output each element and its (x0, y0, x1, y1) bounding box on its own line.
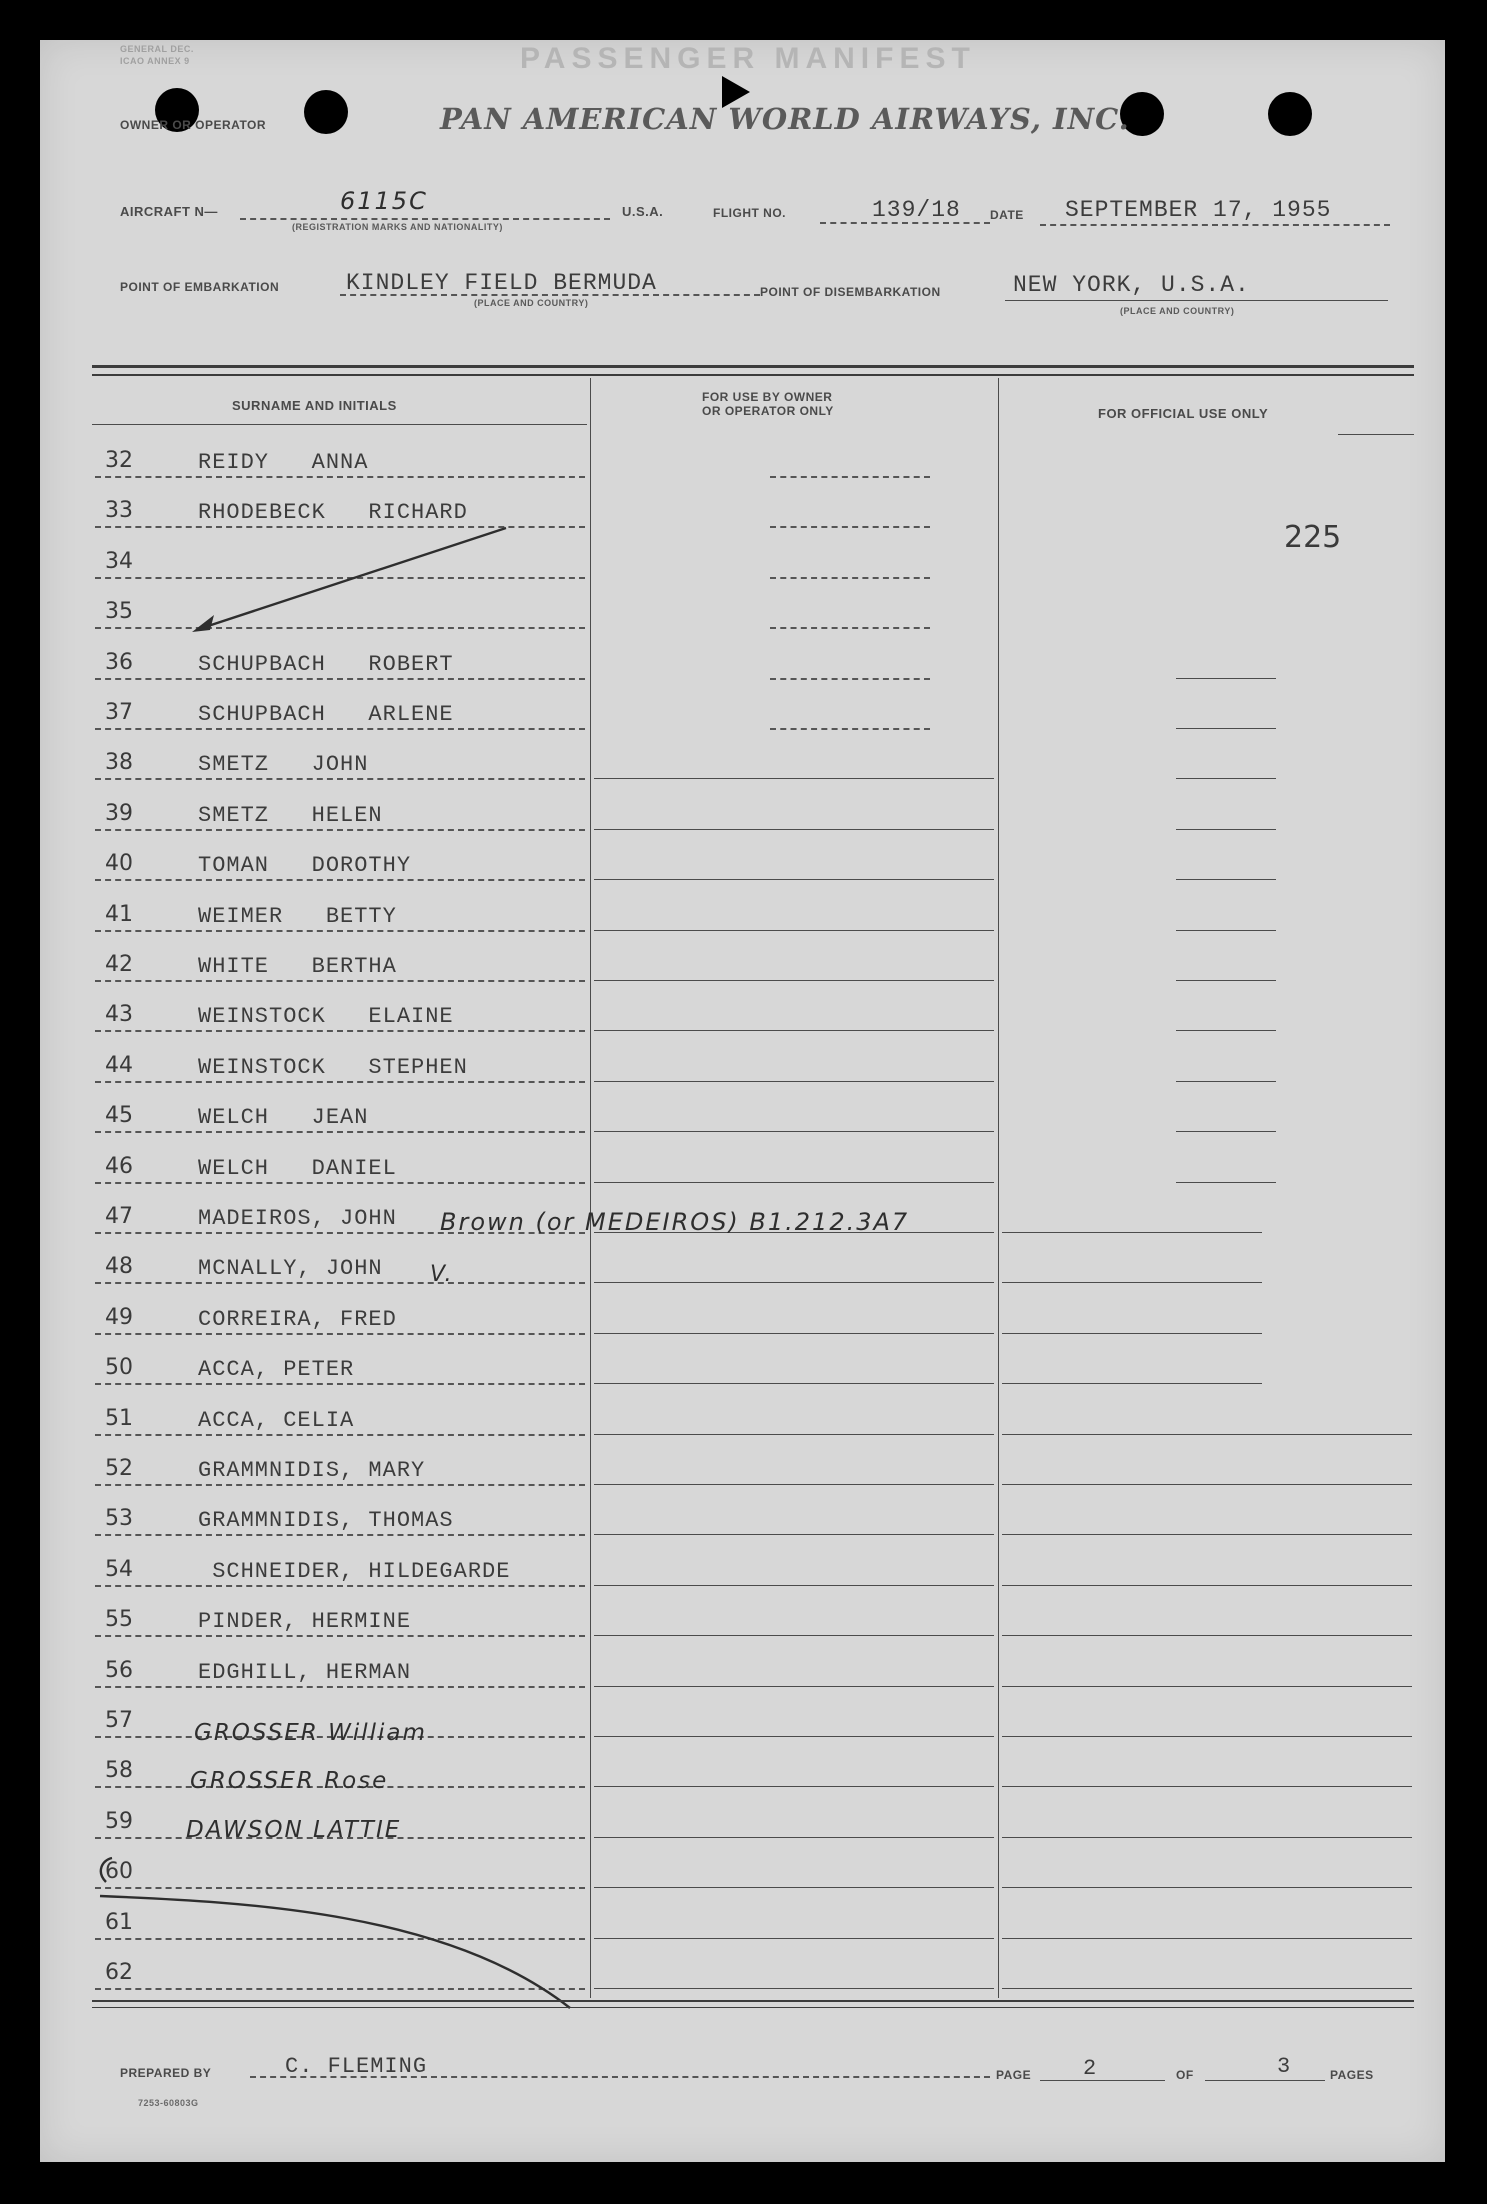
row-number: 58 (105, 1758, 133, 1783)
official-column-rule (1002, 1837, 1412, 1838)
owner-column-rule (594, 1988, 994, 1989)
official-column-rule (1002, 1686, 1412, 1687)
airline-name: PAN AMERICAN WORLD AIRWAYS, INC. (440, 102, 1130, 136)
owner-column-rule (594, 1938, 994, 1939)
row-number: 51 (105, 1406, 133, 1431)
row-rule (95, 476, 585, 478)
punch-hole (304, 90, 348, 134)
owner-column-rule (594, 879, 994, 880)
row-rule (95, 1434, 585, 1436)
owner-column-rule (770, 476, 930, 478)
date-value: SEPTEMBER 17, 1955 (1065, 197, 1332, 223)
row-rule (95, 1182, 585, 1184)
owner-column-rule (594, 1736, 994, 1737)
embark-label: POINT OF EMBARKATION (120, 280, 280, 294)
passenger-name: CORREIRA, FRED (198, 1307, 397, 1332)
owner-column-rule (594, 1585, 994, 1586)
passenger-name: WEINSTOCK ELAINE (198, 1004, 454, 1029)
owner-label: OWNER OR OPERATOR (120, 118, 267, 132)
aircraft-underline (240, 218, 610, 220)
official-column-rule (1176, 728, 1276, 729)
owner-column-rule (594, 1333, 994, 1334)
corner-stamp-line2: ICAO ANNEX 9 (120, 56, 190, 66)
row-number: 42 (105, 952, 133, 977)
passenger-name: WEIMER BETTY (198, 904, 397, 929)
strike-arrow (180, 520, 520, 640)
row-rule (95, 980, 585, 982)
row-number: 40 (105, 851, 133, 876)
official-column-rule (1002, 1635, 1412, 1636)
owner-column-rule (594, 778, 994, 779)
row-number: 54 (105, 1557, 133, 1582)
column-header-official: FOR OFFICIAL USE ONLY (1098, 406, 1269, 421)
official-note: 225 (1284, 520, 1342, 555)
row-rule (95, 1686, 585, 1688)
row-rule (95, 778, 585, 780)
row-number: 41 (105, 902, 133, 927)
passenger-name: GRAMMNIDIS, THOMAS (198, 1508, 454, 1533)
row-rule (95, 1635, 585, 1637)
row-rule (95, 1282, 585, 1284)
embark-caption: (PLACE AND COUNTRY) (474, 298, 589, 308)
date-underline (1040, 224, 1390, 226)
row-rule (95, 879, 585, 881)
official-column-rule (1002, 1938, 1412, 1939)
manifest-sheet (40, 40, 1445, 2162)
row-number: 44 (105, 1053, 133, 1078)
owner-column-rule (594, 1182, 994, 1183)
flight-underline (820, 222, 990, 224)
owner-column-rule (594, 1837, 994, 1838)
passenger-name: MADEIROS, JOHN (198, 1206, 397, 1231)
passenger-name: SMETZ JOHN (198, 752, 369, 777)
table-bottom-rule-2 (92, 2007, 1414, 2008)
official-column-rule (1002, 1484, 1412, 1485)
row-number: 39 (105, 801, 133, 826)
row-number: 43 (105, 1002, 133, 1027)
official-column-rule (1176, 930, 1276, 931)
official-column-rule (1002, 1282, 1262, 1283)
row-rule (95, 1081, 585, 1083)
official-column-rule (1002, 1736, 1412, 1737)
form-code: 7253-60803G (138, 2098, 199, 2108)
row-number: 34 (105, 549, 133, 574)
passenger-name: EDGHILL, HERMAN (198, 1660, 412, 1685)
punch-hole (1268, 92, 1312, 136)
of-label: OF (1176, 2068, 1194, 2082)
row-number: 53 (105, 1506, 133, 1531)
passenger-name: REIDY ANNA (198, 450, 369, 475)
row-rule (95, 1484, 585, 1486)
flight-label: FLIGHT NO. (713, 206, 786, 220)
official-column-rule (1002, 1383, 1262, 1384)
column-header-surname: SURNAME AND INITIALS (232, 398, 397, 413)
prepared-underline (250, 2076, 990, 2078)
owner-column-rule (594, 1484, 994, 1485)
row-number: 62 (105, 1960, 133, 1985)
passenger-name: SMETZ HELEN (198, 803, 383, 828)
row48-initial: V. (430, 1262, 454, 1287)
row-rule (95, 1333, 585, 1335)
bracket-curve (88, 1852, 588, 2012)
of-underline (1205, 2080, 1325, 2081)
embark-underline (340, 294, 760, 296)
row-number: 60 (105, 1859, 133, 1884)
passenger-name: WELCH DANIEL (198, 1156, 397, 1181)
owner-column-rule (594, 1635, 994, 1636)
prepared-label: PREPARED BY (120, 2066, 212, 2080)
passenger-name: SCHUPBACH ROBERT (198, 652, 454, 677)
row-rule (95, 728, 585, 730)
official-column-rule (1176, 1182, 1276, 1183)
row-number: 45 (105, 1103, 133, 1128)
passenger-name: TOMAN DOROTHY (198, 853, 412, 878)
passenger-name: MCNALLY, JOHN (198, 1256, 383, 1281)
table-bottom-rule (92, 2000, 1414, 2002)
official-header-rule (1338, 434, 1414, 435)
owner-column-rule (594, 1686, 994, 1687)
row-number: 49 (105, 1305, 133, 1330)
row-number: 61 (105, 1910, 133, 1935)
owner-column-rule (594, 980, 994, 981)
official-column-rule (1176, 1030, 1276, 1031)
pages-label: PAGES (1330, 2068, 1374, 2082)
passenger-name: PINDER, HERMINE (198, 1609, 412, 1634)
row-number: 47 (105, 1204, 133, 1229)
column-divider-2 (998, 378, 999, 1998)
row-number: 46 (105, 1154, 133, 1179)
faint-title: PASSENGER MANIFEST (520, 42, 976, 75)
owner-column-rule (594, 829, 994, 830)
official-column-rule (1002, 1534, 1412, 1535)
disembark-value: NEW YORK, U.S.A. (1013, 272, 1250, 298)
page-underline (1040, 2080, 1165, 2081)
row-number: 55 (105, 1607, 133, 1632)
table-top-rule (92, 365, 1414, 368)
registration-caption: (REGISTRATION MARKS AND NATIONALITY) (292, 222, 503, 232)
owner-column-rule (594, 930, 994, 931)
official-column-rule (1002, 1333, 1262, 1334)
row-number: 56 (105, 1658, 133, 1683)
row-number: 52 (105, 1456, 133, 1481)
owner-column-rule (770, 577, 930, 579)
official-column-rule (1176, 1131, 1276, 1132)
page-value: 2 (1083, 2056, 1098, 2081)
official-column-rule (1176, 678, 1276, 679)
passenger-name: RHODEBECK RICHARD (198, 500, 468, 525)
row57-name: GROSSER William (194, 1720, 427, 1746)
row-number: 50 (105, 1355, 133, 1380)
official-column-rule (1176, 879, 1276, 880)
passenger-name: ACCA, PETER (198, 1357, 355, 1382)
passenger-name: SCHUPBACH ARLENE (198, 702, 454, 727)
official-column-rule (1002, 1786, 1412, 1787)
row-rule (95, 1585, 585, 1587)
official-column-rule (1176, 778, 1276, 779)
owner-column-rule (594, 1131, 994, 1132)
disembark-underline (1005, 300, 1388, 301)
owner-column-rule (594, 1434, 994, 1435)
owner-column-rule (594, 1282, 994, 1283)
date-label: DATE (990, 208, 1024, 222)
row-rule (95, 1383, 585, 1385)
page-label: PAGE (996, 2068, 1032, 2082)
of-value: 3 (1277, 2054, 1292, 2079)
official-column-rule (1002, 1434, 1412, 1435)
owner-column-rule (770, 526, 930, 528)
owner-column-rule (770, 627, 930, 629)
passenger-name: WHITE BERTHA (198, 954, 397, 979)
official-column-rule (1002, 1887, 1412, 1888)
owner-column-rule (594, 1030, 994, 1031)
row-number: 38 (105, 750, 133, 775)
row-rule (95, 829, 585, 831)
official-column-rule (1002, 1232, 1262, 1233)
owner-column-rule (594, 1534, 994, 1535)
row-number: 37 (105, 700, 133, 725)
row-rule (95, 930, 585, 932)
passenger-name: WEINSTOCK STEPHEN (198, 1055, 468, 1080)
row-number: 59 (105, 1809, 133, 1834)
official-column-rule (1176, 980, 1276, 981)
official-column-rule (1176, 1081, 1276, 1082)
row58-name: GROSSER Rose (190, 1768, 389, 1794)
row-number: 57 (105, 1708, 133, 1733)
owner-column-rule (594, 1786, 994, 1787)
row-number: 48 (105, 1254, 133, 1279)
table-top-rule-2 (92, 374, 1414, 376)
corner-stamp-line1: GENERAL DEC. (120, 44, 194, 54)
owner-column-rule (594, 1383, 994, 1384)
row47-note: Brown (or MEDEIROS) B1.212.3A7 (440, 1208, 910, 1236)
owner-column-rule (594, 1887, 994, 1888)
embark-value: KINDLEY FIELD BERMUDA (346, 270, 657, 296)
row-number: 36 (105, 650, 133, 675)
row-number: 35 (105, 599, 133, 624)
column-header-owner-line2: OR OPERATOR ONLY (702, 404, 834, 418)
passenger-name: SCHNEIDER, HILDEGARDE (198, 1559, 511, 1584)
prepared-value: C. FLEMING (285, 2054, 428, 2079)
row-rule (95, 1534, 585, 1536)
official-column-rule (1002, 1585, 1412, 1586)
passenger-name: WELCH JEAN (198, 1105, 369, 1130)
official-column-rule (1176, 829, 1276, 830)
row-number: 33 (105, 498, 133, 523)
owner-column-rule (770, 678, 930, 680)
aircraft-value: 6115C (340, 187, 428, 215)
aircraft-label: AIRCRAFT N— (120, 204, 218, 219)
usa-label: U.S.A. (622, 204, 664, 219)
row-rule (95, 1131, 585, 1133)
flight-value: 139/18 (872, 197, 961, 223)
row-rule (95, 1030, 585, 1032)
owner-column-rule (594, 1081, 994, 1082)
disembark-caption: (PLACE AND COUNTRY) (1120, 306, 1235, 316)
row59-name: DAWSON LATTIE (186, 1817, 402, 1843)
column-header-rule (92, 424, 587, 425)
passenger-name: ACCA, CELIA (198, 1408, 355, 1433)
official-column-rule (1002, 1988, 1412, 1989)
column-header-owner-line1: FOR USE BY OWNER (702, 390, 833, 404)
owner-column-rule (770, 728, 930, 730)
row-rule (95, 678, 585, 680)
disembark-label: POINT OF DISEMBARKATION (760, 285, 941, 299)
passenger-name: GRAMMNIDIS, MARY (198, 1458, 426, 1483)
column-divider-1 (590, 378, 591, 1998)
row-number: 32 (105, 448, 133, 473)
